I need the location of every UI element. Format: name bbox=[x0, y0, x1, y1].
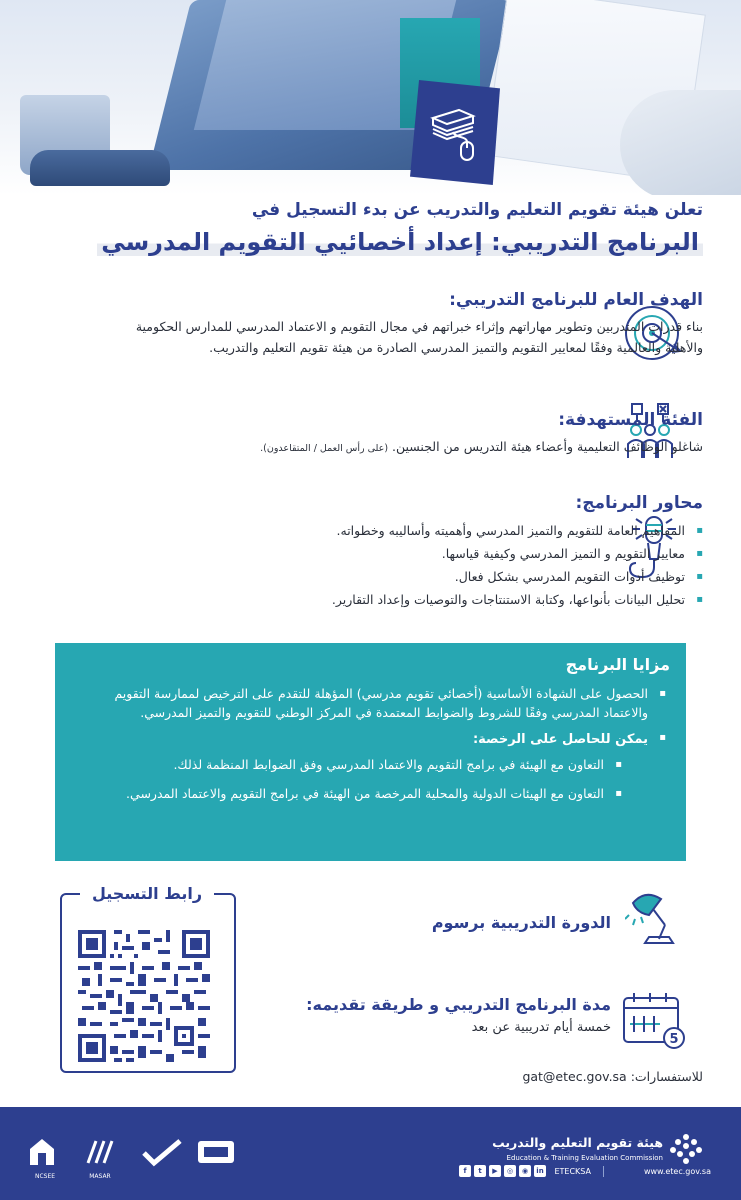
facebook-icon[interactable]: f bbox=[459, 1165, 471, 1177]
registration-qr-code[interactable] bbox=[78, 930, 210, 1062]
partner-logo-check bbox=[140, 1137, 184, 1171]
org-name-arabic: هيئة تقويم التعليم والتدريب bbox=[492, 1135, 663, 1150]
list-item: ▪ توظيف أدوات التقويم المدرسي بشكل فعال. bbox=[123, 565, 703, 588]
goal-text: بناء قدرات المتدربين وتطوير مهاراتهم وإثراء خبراتهم في مجال التقويم و الاعتماد المدرسي للمدارس الحكومية والأهلية والعالمية وفقًا لمعايير التقويم والتميز المدرسي الصادرة من هيئة تقويم التعليم والتدريب. bbox=[135, 319, 703, 355]
partner-logo-qiyas bbox=[196, 1137, 236, 1171]
audience-note: (على رأس العمل / المتقاعدون). bbox=[260, 443, 389, 454]
partner-logo-tamayuz bbox=[28, 1137, 62, 1180]
license-heading: ▪ يمكن للحاصل على الرخصة: bbox=[73, 732, 670, 747]
headline bbox=[43, 200, 703, 256]
social-handle: ETECKSA bbox=[554, 1167, 591, 1176]
goal-title: الهدف العام للبرنامج التدريبي: bbox=[449, 290, 703, 310]
tamayuz-logo-icon bbox=[28, 1137, 62, 1167]
license-list bbox=[73, 755, 670, 803]
contact-line bbox=[522, 1069, 703, 1084]
partner-caption: NCSEE bbox=[34, 1173, 56, 1180]
website-link[interactable]: www.etec.gov.sa bbox=[643, 1167, 711, 1176]
org-name-english: Education & Training Evaluation Commission bbox=[506, 1154, 663, 1162]
masar-logo-icon bbox=[82, 1137, 118, 1167]
check-logo-icon bbox=[140, 1137, 184, 1167]
instagram-icon[interactable]: ◎ bbox=[504, 1165, 516, 1177]
hero-image bbox=[0, 0, 741, 195]
axes-title: محاور البرنامج: bbox=[575, 493, 703, 513]
announcement-line: تعلن هيئة تقويم التعليم والتدريب عن بدء التسجيل في bbox=[251, 200, 703, 220]
benefits-panel bbox=[55, 643, 686, 861]
books-mouse-icon bbox=[425, 98, 485, 168]
youtube-icon[interactable]: ▶ bbox=[489, 1165, 501, 1177]
list-item: ▪ تحليل البيانات بأنواعها، وكتابة الاستنتاجات والتوصيات وإعداد التقارير. bbox=[123, 588, 703, 611]
list-item: ▪ التعاون مع الهيئات الدولية والمحلية المرخصة من الهيئة في برامج التقويم والاعتماد المدرسي. bbox=[73, 784, 626, 803]
books-mouse-badge bbox=[410, 80, 500, 185]
social-icons bbox=[459, 1165, 546, 1177]
duration-section bbox=[306, 995, 611, 1035]
stapler-illustration bbox=[30, 150, 170, 186]
program-title: البرنامج التدريبي: إعداد أخصائيي التقويم المدرسي bbox=[97, 228, 703, 256]
axes-list bbox=[123, 519, 703, 611]
partner-logo-masar bbox=[82, 1137, 118, 1180]
goal-section bbox=[123, 290, 703, 358]
fee-text: الدورة التدريبية برسوم bbox=[431, 913, 611, 932]
qiyas-logo-icon bbox=[196, 1137, 236, 1167]
snapchat-icon[interactable]: ◉ bbox=[519, 1165, 531, 1177]
contact-email-link[interactable]: gat@etec.gov.sa bbox=[522, 1069, 627, 1084]
duration-value: خمسة أيام تدريبية عن بعد bbox=[471, 1020, 611, 1035]
registration-link-title: رابط التسجيل bbox=[80, 884, 214, 903]
axes-section bbox=[123, 493, 703, 611]
footer bbox=[0, 1107, 741, 1200]
partner-caption: MASAR bbox=[89, 1173, 111, 1180]
calendar-number: 5 bbox=[669, 1032, 679, 1047]
hand-illustration bbox=[620, 90, 741, 195]
twitter-icon[interactable]: t bbox=[474, 1165, 486, 1177]
duration-title: مدة البرنامج التدريبي و طريقة تقديمه: bbox=[306, 995, 611, 1014]
audience-text: شاغلو الوظائف التعليمية وأعضاء هيئة التدريس من الجنسين. bbox=[392, 439, 703, 454]
contact-label: للاستفسارات: bbox=[630, 1069, 703, 1084]
linkedin-icon[interactable]: in bbox=[534, 1165, 546, 1177]
calendar-icon bbox=[620, 990, 686, 1056]
etec-logo-icon bbox=[669, 1131, 703, 1165]
list-item: ▪ التعاون مع الهيئة في برامج التقويم والاعتماد المدرسي وفق الضوابط المنظمة لذلك. bbox=[73, 755, 626, 774]
audience-section bbox=[123, 410, 703, 459]
list-item: ▪ معايير التقويم و التميز المدرسي وكيفية قياسها. bbox=[123, 542, 703, 565]
list-item: ▪ المفاهيم العامة للتقويم والتميز المدرسي وأهميته وأساليبه وخطواته. bbox=[123, 519, 703, 542]
footer-divider bbox=[603, 1166, 604, 1177]
benefit-main-item: ▪ الحصول على الشهادة الأساسية (أخصائي تقويم مدرسي) المؤهلة للتقدم على الترخيص لممارسة التقويم والاعتماد المدرسي وفقًا للشروط والضوابط المعتمدة في المركز الوطني للتقويم والتميز المدرسي. bbox=[73, 684, 670, 722]
audience-title: الفئة المستهدفة: bbox=[558, 410, 703, 430]
benefits-title: مزايا البرنامج bbox=[565, 655, 670, 674]
desk-lamp-icon bbox=[625, 885, 691, 951]
